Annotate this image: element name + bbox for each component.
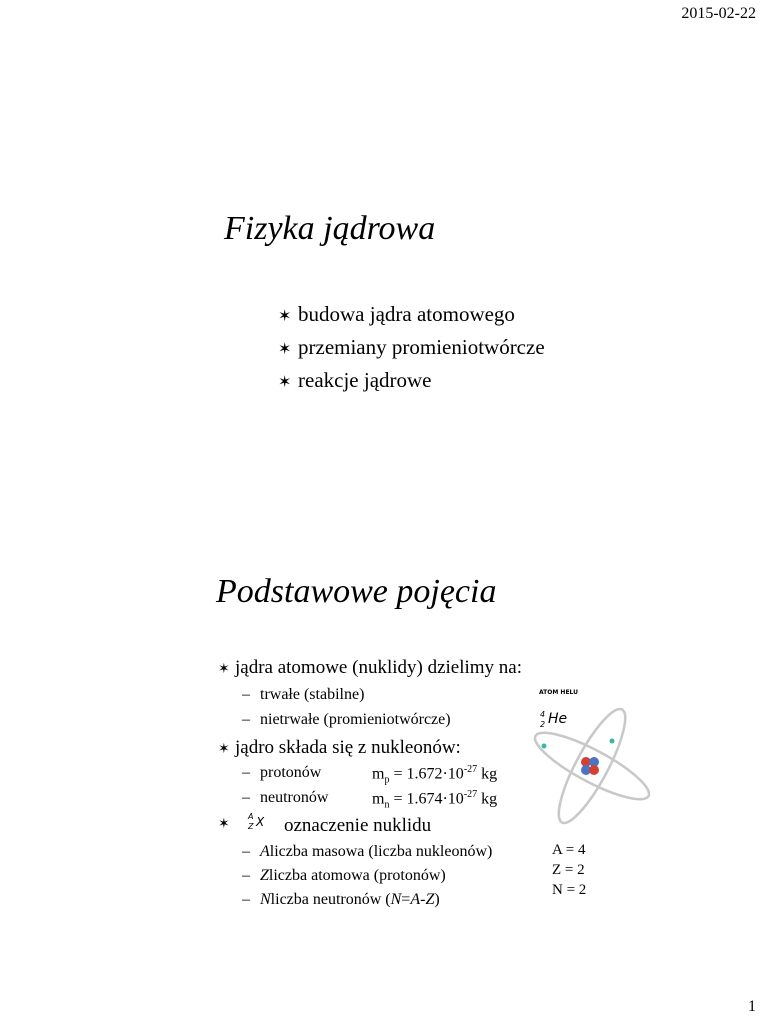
sub-item: – nietrwałe (promieniotwórcze) [242,711,451,728]
sub-item-proton: – protonów $m_p = 1.672\cdot 10^{-27}$ kg [242,764,498,786]
sub-item: – A liczba masowa (liczba nukleonów) [242,843,493,860]
value-z: Z = 2 [552,862,585,878]
sub-item: – trwałe (stabilne) [242,686,365,703]
nucleus [581,757,599,775]
slide1-bullet [278,368,432,393]
sub-item: – N liczba neutronów ( N = A - Z ) [242,891,440,908]
bullet-text: przemiany promieniotwórcze [298,335,545,359]
he-mass-number: 4 [540,710,546,719]
star-icon: ✶ [278,372,292,391]
star-icon: ✶ [218,741,230,757]
date: 2015-02-22 [681,5,756,22]
nuclide-element: X [256,815,265,829]
star-icon: ✶ [278,306,292,325]
nuclide-atomic-number: Z [248,822,254,831]
star-icon: ✶ [278,339,292,358]
bullet-notation [218,816,235,832]
slide1-bullet [278,302,515,327]
value-n: N = 2 [552,882,587,898]
notation-text: oznaczenie nuklidu [284,815,432,836]
slide2-title: Podstawowe pojęcia [216,573,497,610]
he-symbol: He [548,711,568,727]
electron [542,744,547,749]
bullet-text: reakcje jądrowe [298,368,432,392]
value-a: A = 4 [552,842,586,858]
star-icon: ✶ [218,816,230,832]
bullet-text: budowa jądra atomowego [298,302,515,326]
star-icon: ✶ [218,661,230,677]
sub-item-text: trwałe (stabilne) [260,686,365,703]
bullet-text: jądra atomowe (nuklidy) dzielimy na: [235,657,523,678]
nuclide-mass-number: A [248,812,254,821]
bullet-nucleons [218,737,461,759]
atom-diagram-title: ATOM HELU [539,689,579,696]
page-number: 1 [748,998,756,1015]
sub-item-text: nietrwałe (promieniotwórcze) [260,711,451,728]
bullet-nuclides [218,657,522,679]
proton-mass: $m_p = 1.672\cdot 10^{-27}$ kg [372,764,498,786]
he-atomic-number: 2 [540,720,546,729]
slide1-title: Fizyka jądrowa [224,210,436,247]
electron [610,739,615,744]
electron-orbit [530,722,650,810]
helium-atom-diagram [530,688,650,828]
sub-item: – Z liczba atomowa (protonów) [242,867,446,884]
slide1-bullet [278,335,545,360]
neutron-mass: $m_n = 1.674\cdot 10^{-27}$ kg [372,789,498,811]
bullet-text: jądro składa się z nukleonów: [235,737,461,758]
sub-item-neutron: – neutronów $m_n = 1.674\cdot 10^{-27}$ kg [242,789,498,811]
